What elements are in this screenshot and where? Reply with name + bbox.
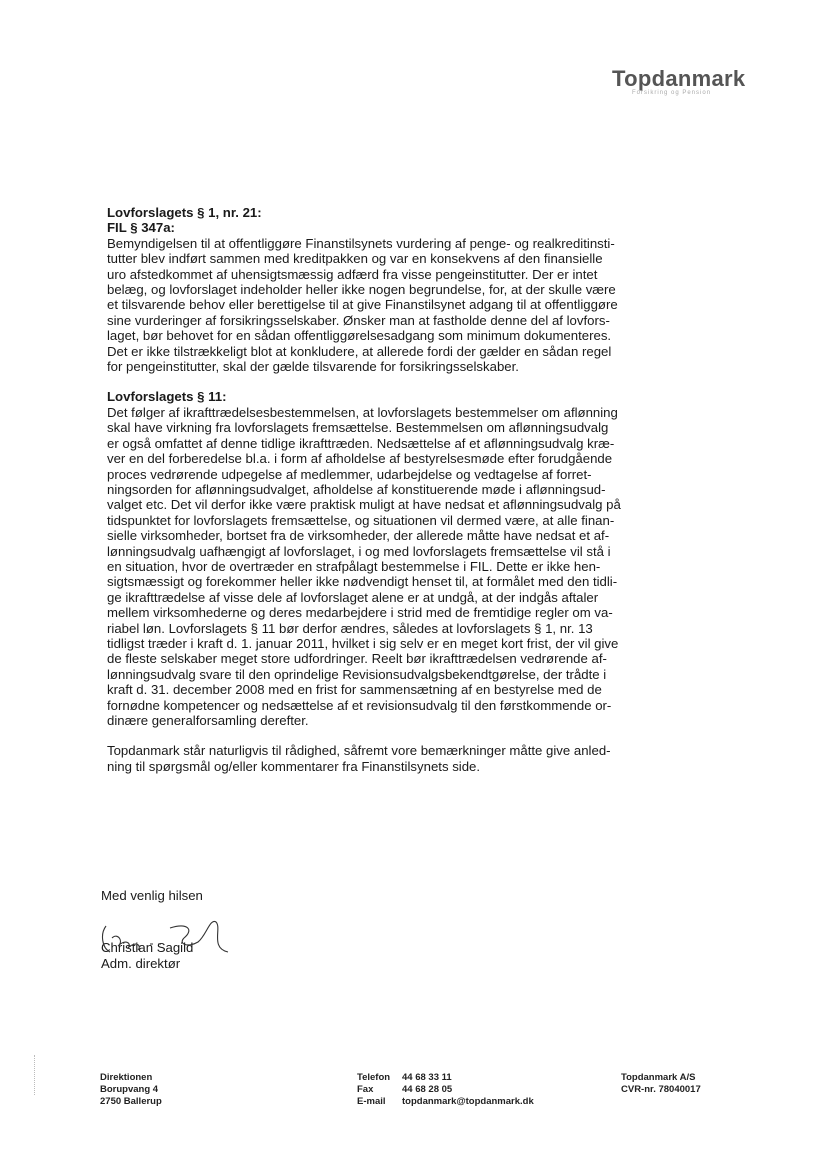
paragraph [107, 743, 667, 774]
footer-contact [357, 1072, 534, 1108]
footer-company [621, 1072, 701, 1096]
paragraph-line: proces vedrørende udpegelse af medlemmer, udarbejdelse og vedtagelse af forret- [107, 466, 592, 482]
letter-section [107, 205, 667, 374]
paragraph [107, 236, 667, 375]
paragraph-line: dinære generalforsamling derefter. [107, 713, 309, 728]
paragraph-line: lønningsudvalg svare til den oprindelige Revisionsudvalgsbekendtgørelse, der trådte i [107, 666, 607, 682]
section-heading: FIL § 347a: [107, 220, 175, 236]
paragraph-line: Det følger af ikrafttrædelsesbestemmelsen, at lovforslagets bestemmelser om aflønning [107, 404, 618, 420]
logo-name: Topdanmark [612, 66, 746, 91]
contact-label: E-mail [357, 1096, 386, 1107]
footer-line: CVR-nr. 78040017 [621, 1084, 701, 1095]
paragraph-line: Det er ikke tilstrækkeligt blot at konkludere, at allerede fordi der gælder en sådan regel [107, 343, 612, 359]
paragraph-line: sielle virksomheder, bortset fra de virksomheder, der allerede måtte have nedsat et af- [107, 528, 610, 544]
contact-label: Telefon [357, 1072, 391, 1083]
paragraph-line: ningsorden for aflønningsudvalget, afholdelse af konstituerende møde i aflønningsud- [107, 481, 606, 497]
paragraph-line: ge ikrafttrædelse af visse dele af lovforslaget alene er at undgå, at der indgås aftaler [107, 589, 599, 605]
paragraph-line: tutter blev indført sammen med kreditpakken og var en konsekvens af den finansielle [107, 251, 603, 267]
signatory-name: Christian Sagild [101, 940, 194, 955]
paragraph-line: mellem virksomhederne og deres medarbejdere i strid med de fremtidige regler om va- [107, 605, 613, 621]
contact-label: Fax [357, 1084, 374, 1095]
paragraph-line: de fleste selskaber meget store udfordringer. Reelt bør ikrafttrædelsen vedrørende af- [107, 651, 607, 667]
logo-tagline: Forsikring og Pension [632, 90, 712, 96]
section-heading: Lovforslagets § 1, nr. 21: [107, 205, 262, 220]
footer-contact-row [357, 1096, 534, 1108]
paragraph-line: tidligst træder i kraft d. 1. januar 2011, hvilket i sig selv er en meget kort frist, der vil give [107, 635, 619, 651]
footer-address [100, 1072, 162, 1108]
paragraph-line: for pengeinstitutter, skal der gælde tilsvarende for forsikringsselskaber. [107, 359, 519, 375]
paragraph-line: et tilsvarende behov eller berettigelse til at give Finanstilsynet adgang til at offentliggøre [107, 297, 618, 313]
letter-section [107, 389, 667, 728]
letter-body [107, 205, 667, 789]
paragraph-line: ning til spørgsmål og/eller kommentarer fra Finanstilsynets side. [107, 758, 481, 774]
paragraph-line: uro afstedkommet af uhensigtsmæssig adfærd fra visse pengeinstitutter. Der er intet [107, 266, 598, 282]
paragraph-line: kraft d. 31. december 2008 med en frist for sammensætning af en bestyrelse med de [107, 682, 602, 698]
signatory-title: Adm. direktør [101, 956, 181, 971]
paragraph-line: valget etc. Det vil derfor ikke være praktisk muligt at have nedsat et aflønningsudvalg på [107, 497, 621, 513]
contact-value: 44 68 33 11 [402, 1072, 452, 1083]
contact-value: topdanmark@topdanmark.dk [402, 1096, 534, 1107]
paragraph-line: belæg, og lovforslaget indeholder heller ikke nogen begrundelse, for, at der skulle være [107, 282, 616, 298]
paragraph-line: ver en del forberedelse bl.a. i form af afholdelse af bestyrelsesmøde efter forudgående [107, 451, 613, 467]
paragraph-line: tidspunktet for lovforslagets fremsættelse, og situationen vil dermed være, at alle finan- [107, 512, 615, 528]
footer-line: Topdanmark A/S [621, 1072, 696, 1083]
paragraph-line: sine vurderinger af forsikringsselskaber. Ønsker man at fastholde denne del af lovfors- [107, 312, 610, 328]
paragraph-line: laget, bør behovet for en sådan offentliggørelsesadgang som minimum dokumenteres. [107, 328, 612, 344]
footer-contact-row [357, 1084, 534, 1096]
paragraph [107, 405, 667, 729]
closing-greeting: Med venlig hilsen [101, 888, 203, 903]
paragraph-line: Bemyndigelsen til at offentliggøre Finanstilsynets vurdering af penge- og realkreditinsti- [107, 235, 615, 251]
margin-mark [34, 1055, 37, 1095]
paragraph-line: lønningsudvalg uafhængigt af lovforslaget, i og med lovforslagets fremsættelse vil stå i [107, 543, 611, 559]
paragraph-line: fornødne kompetencer og nedsættelse af et revisionsudvalg til den førstkommende or- [107, 697, 612, 713]
paragraph-line: riabel løn. Lovforslagets § 11 bør derfor ændres, således at lovforslagets § 1, nr. 13 [107, 620, 593, 636]
footer-line: Borupvang 4 [100, 1084, 159, 1095]
letter-section [107, 743, 667, 774]
footer-line: 2750 Ballerup [100, 1096, 162, 1107]
paragraph-line: Topdanmark står naturligvis til rådighed, såfremt vore bemærkninger måtte give anled- [107, 743, 611, 759]
footer-line: Direktionen [100, 1072, 153, 1083]
paragraph-line: skal have virkning fra lovforslagets fremsættelse. Bestemmelsen om aflønningsudvalg [107, 420, 609, 436]
paragraph-line: er også omfattet af denne tidlige ikrafttræden. Nedsættelse af et aflønningsudvalg kræ- [107, 435, 615, 451]
contact-value: 44 68 28 05 [402, 1084, 453, 1095]
company-logo [612, 66, 802, 106]
paragraph-line: en situation, hvor de overtræder en strafpålagt bestemmelse i FIL. Dette er ikke hen- [107, 558, 601, 574]
handwritten-signature [98, 908, 238, 956]
section-heading: Lovforslagets § 11: [107, 389, 227, 405]
footer-contact-row [357, 1072, 534, 1084]
paragraph-line: sigtsmæssigt og forekommer heller ikke nødvendigt henset til, at formålet med den tidli- [107, 574, 618, 590]
